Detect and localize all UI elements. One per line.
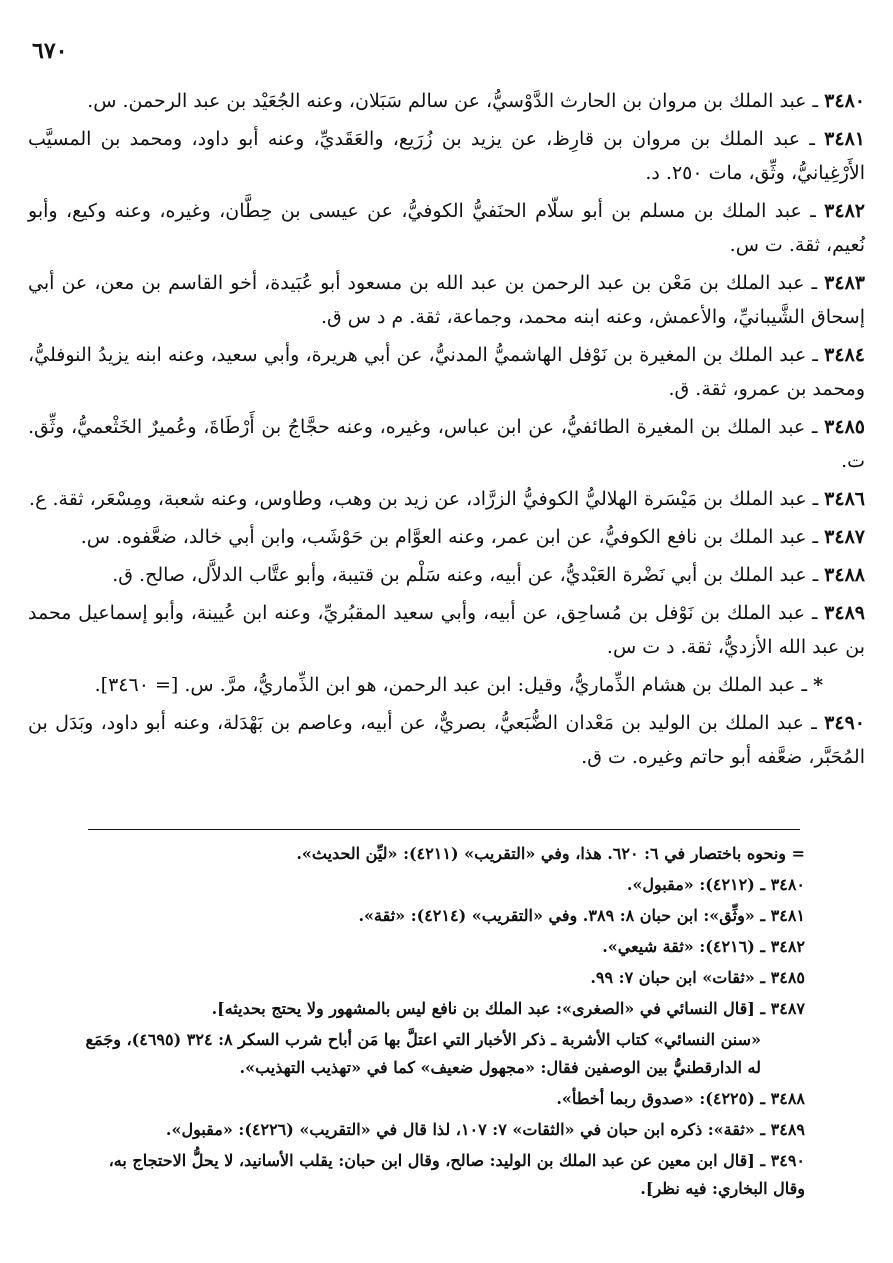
entry [28,410,865,478]
entry [28,194,865,262]
entry-text: ـ عبد الملك بن نافع الكوفيُّ، عن ابن عمر، وعنه العوَّام بن حَوْشَب، وابن أبي خالد، ضعَّفوه. س. [80,526,825,548]
entry-number: ٣٤٨٤ [824,344,865,366]
entry-number: ٣٤٨١ [824,128,865,150]
footnote-marker: = [791,844,805,863]
footnote-number: ٣٤٨٢ [770,937,805,956]
entry-number: ٣٤٨٩ [824,602,865,624]
entry-text: ـ عبد الملك بن هشام الذِّماريُّ، وقيل: ابن عبد الرحمن، هو ابن الذِّماريُّ، مرَّ. س. [= ٣٤٦٠]. [94,674,814,696]
footnote [80,995,805,1023]
footnote-text: ـ «ثقات» ابن حبان ٧: ٩٩. [590,968,771,987]
entry-number: ٣٤٨٢ [824,200,865,222]
footnote [80,964,805,992]
footnote-number: ٣٤٩٠ [770,1151,805,1170]
footnote-number: ٣٤٨٧ [770,999,805,1018]
footnote-text: ـ «وثِّق»: ابن حبان ٨: ٣٨٩. وفي «التقريب» (٤٢١٤): «ثقة». [358,906,771,925]
entry [28,520,865,554]
footnote [80,1147,805,1203]
footnote-text: ـ (٤٢١٢): «مقبول». [626,875,771,894]
entry [28,266,865,334]
footnote-continuation [80,1026,805,1082]
page-number: ٦٧٠ [32,38,68,64]
entry-number: ٣٤٨٦ [824,488,865,510]
entry-number: ٣٤٨٨ [824,564,865,586]
entries-list [28,84,865,778]
entry [28,122,865,190]
footnote-text: ـ «ثقة»: ذكره ابن حبان في «الثقات» ٧: ١٠٧، لذا قال في «التقريب» (٤٢٢٦): «مقبول». [165,1120,771,1139]
entry-text: ـ عبد الملك بن الوليد بن مَعْدان الضُّبَعيُّ، بصريٌّ، عن أبيه، وعاصم بن بَهْدَلة، وعنه أبو داود، وبَدَل بن المُحَبَّر، ضعَّفه أبو حاتم وغيره. ت ق. [28,712,865,768]
entry-text: ـ عبد الملك بن المغيرة بن نَوْفل الهاشميُّ المدنيُّ، عن أبي هريرة، وأبي سعيد، وعنه ابنه يزيدُ النوفليُّ، ومحمد بن عمرو، ثقة. ق. [28,344,865,400]
cross-reference-entry [28,668,865,702]
asterisk-marker: * [813,674,823,696]
footnote-text: ـ [قال النسائي في «الصغرى»: عبد الملك بن نافع ليس بالمشهور ولا يحتج بحديثه]. [211,999,771,1018]
entry-text: ـ عبد الملك بن مروان بن الحارث الدَّوْسيُّ، عن سالم سَبَلان، وعنه الجُعَيْد بن عبد الرحمن. س. [87,90,825,112]
footnote-number: ٣٤٨٨ [770,1089,805,1108]
entry [28,706,865,774]
footnote-text: ونحوه باختصار في ٦: ٦٢٠. هذا، وفي «التقريب» (٤٢١١): «ليِّن الحديث». [296,844,792,863]
entry [28,84,865,118]
footnote [80,840,805,868]
footnote [80,1085,805,1113]
footnote-number: ٣٤٨٩ [770,1120,805,1139]
entry-text: ـ عبد الملك بن مَيْسَرة الهلاليُّ الكوفيُّ الزرَّاد، عن زيد بن وهب، وطاوس، وعنه شعبة، ومِسْعَر، ثقة. ع. [29,488,825,510]
entry-number: ٣٤٨٧ [824,526,865,548]
footnote-number: ٣٤٨٥ [770,968,805,987]
footnote-text: ـ (٤٢٢٥): «صدوق ربما أخطأ». [556,1089,771,1108]
entry-text: ـ عبد الملك بن أبي نَضْرة العَبْديُّ، عن أبيه، وعنه سَلْم بن قتيبة، وأبو عتَّاب الدلاَّل، صالح. ق. [112,564,825,586]
entry-text: ـ عبد الملك بن مسلم بن أبو سلّام الحنَفيُّ الكوفيُّ، عن عيسى بن حِطَّان، وغيره، وعنه وكيع، وأبو نُعيم، ثقة. ت س. [28,200,865,256]
footnote-number: ٣٤٨٠ [770,875,805,894]
footnote [80,871,805,899]
entry-text: ـ عبد الملك بن المغيرة الطائفيُّ، عن ابن عباس، وغيره، وعنه حجَّاجُ بن أَرْطَاةَ، وعُميرٌ الخَثْعميُّ، وثِّق. ت. [28,416,865,472]
entry [28,338,865,406]
footnote-text: ـ (٤٢١٦): «ثقة شيعي». [602,937,771,956]
entry-number: ٣٤٨٠ [824,90,865,112]
entry-number: ٣٤٩٠ [824,712,865,734]
entry-number: ٣٤٨٣ [824,272,865,294]
entry [28,482,865,516]
footnote-divider [88,829,800,830]
entry-text: ـ عبد الملك بن نَوْفل بن مُساحِق، عن أبيه، وأبي سعيد المقبُريِّ، وعنه ابن عُيينة، وأبو إسماعيل محمد بن عبد الله الأزديُّ، ثقة. د ت س. [28,602,865,658]
footnote [80,1116,805,1144]
entry [28,596,865,664]
footnote [80,933,805,961]
footnote [80,902,805,930]
entry-number: ٣٤٨٥ [824,416,865,438]
entry [28,558,865,592]
footnote-text: ـ [قال ابن معين عن عبد الملك بن الوليد: صالح، وقال ابن حبان: يقلب الأسانيد، لا يحلُّ الاحتجاج به، وقال البخاري: فيه نظر]. [108,1151,805,1198]
footnote-text: «سنن النسائي» كتاب الأشربة ـ ذكر الأخبار التي اعتلَّ بها مَن أباح شرب السكر ٨: ٣٢٤ (٤٦٩٥)، وجَمَع له الدارقطنيُّ بين الوصفين فقال: «مجهول ضعيف» كما في «تهذيب التهذيب». [85,1030,761,1077]
footnote-number: ٣٤٨١ [770,906,805,925]
entry-text: ـ عبد الملك بن مروان بن قارِظ، عن يزيد بن زُرَيع، والعَقَديِّ، وعنه أبو داود، ومحمد بن المسيَّب الأَرْغِيانيُّ، وثِّق، مات ٢٥٠. د. [28,128,865,184]
entry-text: ـ عبد الملك بن مَعْن بن عبد الرحمن بن عبد الله بن مسعود أبو عُبَيدة، أخو القاسم بن معن، عن أبي إسحاق الشَّيبانيِّ، والأعمش، وعنه ابنه محمد، وجماعة، ثقة. م د س ق. [28,272,865,328]
footnotes [80,840,805,1206]
